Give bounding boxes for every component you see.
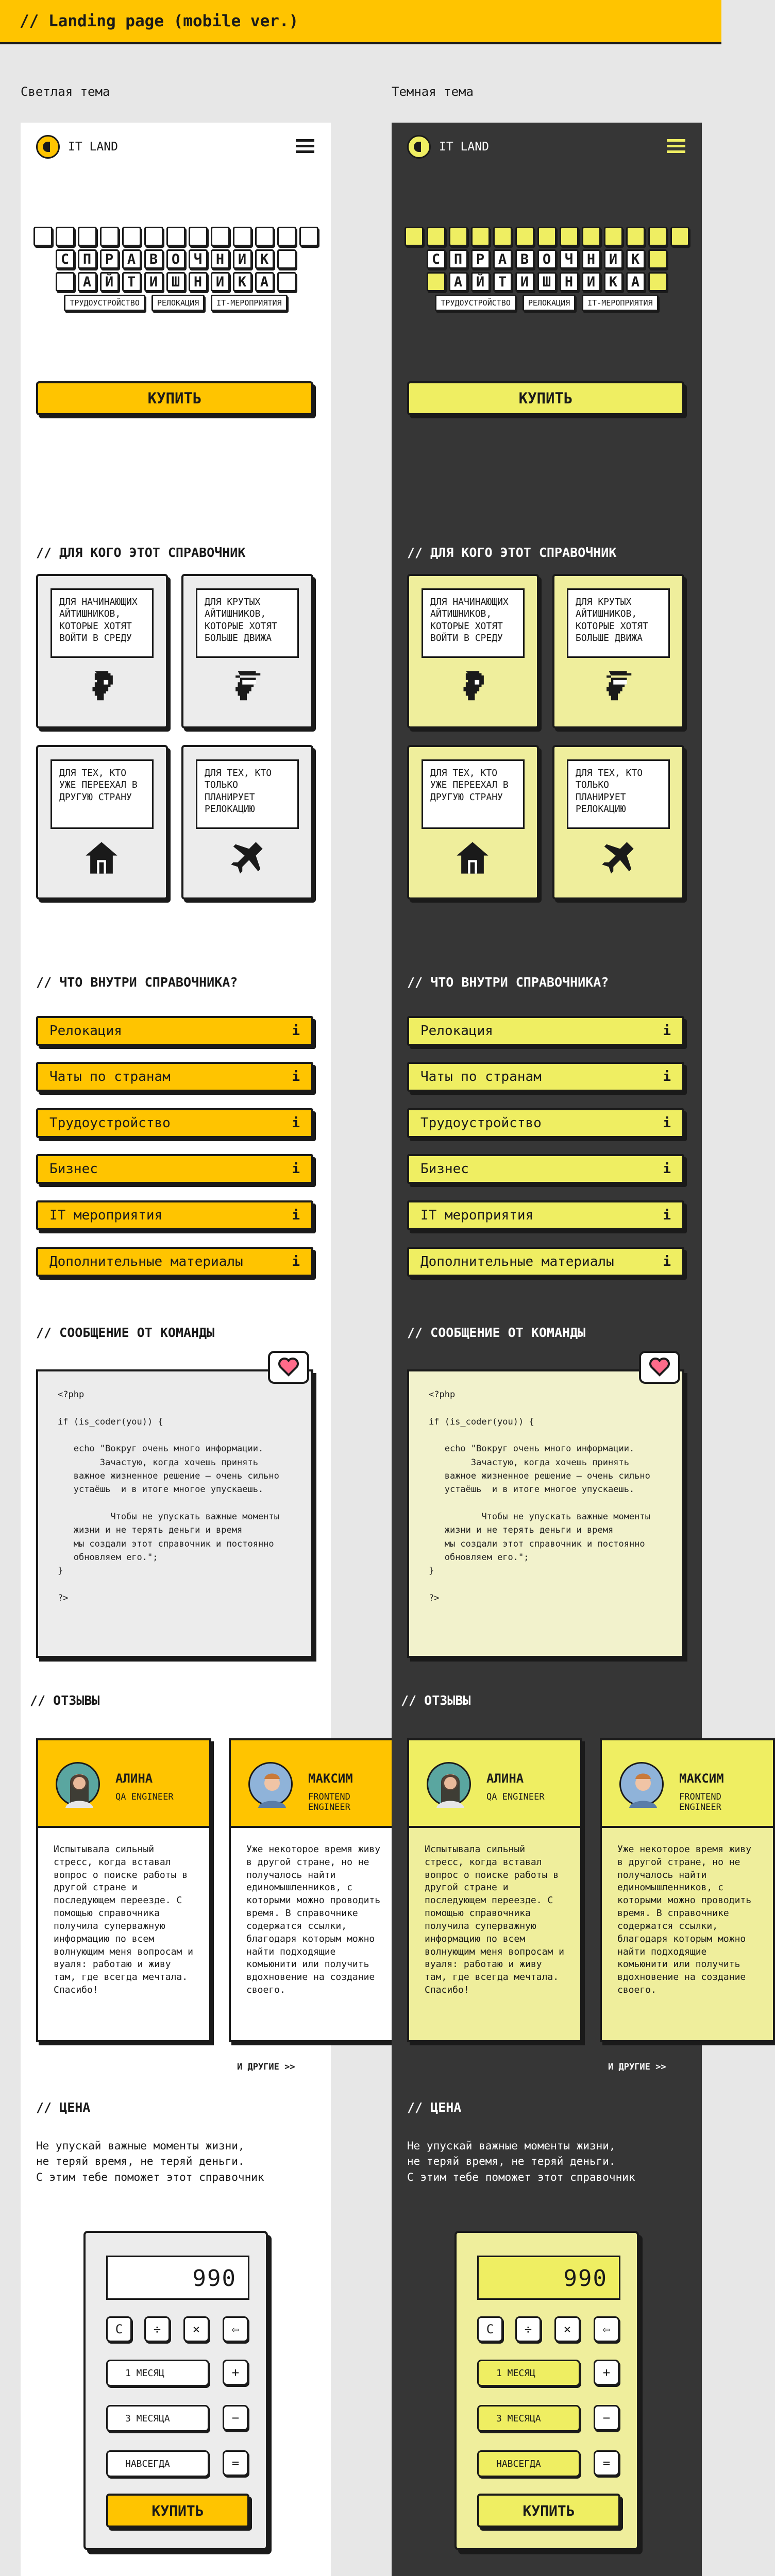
house-icon [83, 840, 120, 876]
team-message-code: <?php if (is_coder(you)) { echo "Вокруг очень много информации. Зачастую, когда хочешь принять важное жизненное решение – очень сильно устаёшь и в итоге многое упускаешь. Чтобы не упускать важные моменты жизни и не терять деньги и время мы создали этот справочник и постоянно обновляем его."; } ?> [407, 1369, 684, 1658]
title-key: С [427, 249, 446, 269]
info-icon[interactable]: i [663, 1161, 671, 1177]
review-text: Уже некоторое время живу в другой стране, но не получалось найти единомышленников, с которыми можно проводить время. В справочнике содержатся ссылки, благодаря которым можно найти подходящие комьюнити или получить вдохновение на создание своего. [246, 1844, 381, 1996]
plan-1-month[interactable]: 1 МЕСЯЦ [106, 2360, 209, 2386]
hero-tags [392, 295, 702, 311]
info-icon[interactable]: i [292, 1023, 300, 1039]
info-icon[interactable]: i [663, 1254, 671, 1269]
title-key: К [604, 272, 623, 292]
accordion-relocation[interactable] [36, 1016, 313, 1046]
hero-tags [21, 295, 331, 311]
review-text: Испытывала сильный стресс, когда вставал вопрос о поиске работы в другой стране и последующем переезде. С помощью справочника получила суперважную информацию по всем волнующим меня вопросам и вуаля: работаю и живу там, где всегда мечтала. Спасибо! [425, 1844, 564, 1996]
menu-icon[interactable] [667, 139, 685, 155]
accordion-label: Релокация [49, 1023, 122, 1039]
clear-key[interactable]: C [106, 2316, 132, 2342]
accordion-extra-materials[interactable] [407, 1247, 684, 1277]
brand-name: IT LAND [68, 140, 118, 154]
decor-key [648, 227, 667, 246]
title-key: Ч [560, 249, 579, 269]
equals-key[interactable]: = [223, 2450, 248, 2476]
decor-key [493, 227, 512, 246]
accordion-employment[interactable] [407, 1108, 684, 1138]
title-key: А [122, 249, 141, 269]
decor-key [471, 227, 490, 246]
accordion-label: Бизнес [420, 1161, 469, 1177]
title-key: А [493, 249, 512, 269]
review-header [231, 1740, 402, 1828]
review-text: Испытывала сильный стресс, когда вставал вопрос о поиске работы в другой стране и последующем переезде. С помощью справочника получила суперважную информацию по всем волнующим меня вопросам и вуаля: работаю и живу там, где всегда мечтала. Спасибо! [54, 1844, 193, 1996]
info-icon[interactable]: i [663, 1115, 671, 1131]
audience-card-text: ДЛЯ ТЕХ, КТО УЖЕ ПЕРЕЕХАЛ В ДРУГУЮ СТРАНУ [50, 759, 154, 829]
title-key: В [515, 249, 534, 269]
title-key: Н [189, 272, 208, 292]
tag-relocation: РЕЛОКАЦИЯ [151, 295, 205, 311]
accordion-country-chats[interactable] [36, 1062, 313, 1092]
logo-icon[interactable] [407, 135, 431, 159]
accordion-label: Трудоустройство [420, 1115, 542, 1131]
info-icon[interactable]: i [663, 1069, 671, 1084]
review-text: Уже некоторое время живу в другой стране, но не получалось найти единомышленников, с которыми можно проводить время. В справочнике содержатся ссылки, благодаря которым можно найти подходящие комьюнити или получить вдохновение на создание своего. [617, 1844, 752, 1996]
accordion-label: Чаты по странам [49, 1069, 171, 1084]
decor-key [144, 227, 163, 246]
title-key: Т [122, 272, 141, 292]
tag-it-events: IT-МЕРОПРИЯТИЯ [582, 295, 658, 311]
avatar [619, 1762, 664, 1806]
title-key: Н [582, 249, 601, 269]
reviewer-role: FRONTEND ENGINEER [679, 1792, 721, 1812]
multiply-key[interactable]: × [554, 2316, 580, 2342]
cool-dev-icon [229, 669, 265, 705]
audience-card-text: ДЛЯ КРУТЫХ АЙТИШНИКОВ, КОТОРЫЕ ХОТЯТ БОЛЬШЕ ДВИЖА [196, 588, 299, 658]
title-row-2 [21, 272, 331, 292]
decor-key [427, 227, 446, 246]
plus-key[interactable]: + [594, 2360, 619, 2385]
decor-key [427, 272, 446, 292]
contents-title: // ЧТО ВНУТРИ СПРАВОЧНИКА? [36, 975, 238, 990]
plus-key[interactable]: + [223, 2360, 248, 2385]
title-key: И [144, 272, 163, 292]
accordion-label: Чаты по странам [420, 1069, 542, 1084]
beginner-icon [83, 669, 120, 705]
title-key: О [166, 249, 186, 269]
audience-card-beginners [407, 574, 539, 728]
title-key: И [604, 249, 623, 269]
decor-key [626, 227, 645, 246]
title-key: Р [100, 249, 119, 269]
tag-relocation: РЕЛОКАЦИЯ [523, 295, 576, 311]
plan-3-months[interactable]: 3 МЕСЯЦА [477, 2405, 580, 2432]
reviewer-name: МАКСИМ [308, 1771, 353, 1786]
divide-key[interactable]: ÷ [515, 2316, 541, 2342]
avatar [248, 1762, 293, 1806]
decor-key [299, 227, 318, 246]
dark-theme-label: Темная тема [392, 84, 474, 99]
accordion-label: Дополнительные материалы [49, 1254, 243, 1269]
price-calculator [83, 2231, 268, 2550]
backspace-key[interactable]: ⇦ [223, 2316, 248, 2342]
review-header [38, 1740, 209, 1828]
decor-key [582, 227, 601, 246]
more-reviews-link[interactable]: И ДРУГИЕ >> [608, 2062, 666, 2072]
accordion-employment[interactable] [36, 1108, 313, 1138]
price-title: // ЦЕНА [407, 2100, 462, 2115]
avatar [427, 1762, 471, 1806]
menu-icon[interactable] [296, 139, 314, 155]
decor-key [537, 227, 557, 246]
audience-card-text: ДЛЯ КРУТЫХ АЙТИШНИКОВ, КОТОРЫЕ ХОТЯТ БОЛЬШЕ ДВИЖА [567, 588, 670, 658]
divide-key[interactable]: ÷ [144, 2316, 170, 2342]
backspace-key[interactable]: ⇦ [594, 2316, 619, 2342]
decor-key [670, 227, 689, 246]
beginner-icon [454, 669, 491, 705]
plan-1-month[interactable]: 1 МЕСЯЦ [477, 2360, 580, 2386]
hero-keyboard [21, 227, 331, 314]
title-key: А [626, 272, 645, 292]
title-key: Й [100, 272, 119, 292]
audience-title: // ДЛЯ КОГО ЭТОТ СПРАВОЧНИК [407, 545, 617, 560]
price-title: // ЦЕНА [36, 2100, 91, 2115]
price-display: 990 [477, 2256, 620, 2300]
accordion-extra-materials[interactable] [36, 1247, 313, 1277]
reviewer-name: МАКСИМ [679, 1771, 724, 1786]
review-card [229, 1738, 404, 2042]
accordion-label: Бизнес [49, 1161, 98, 1177]
team-message-code: <?php if (is_coder(you)) { echo "Вокруг очень много информации. Зачастую, когда хочешь принять важное жизненное решение – очень сильно устаёшь и в итоге многое упускаешь. Чтобы не упускать важные моменты жизни и не терять деньги и время мы создали этот справочник и постоянно обновляем его."; } ?> [36, 1369, 313, 1658]
decor-keys-row [21, 227, 331, 246]
info-icon[interactable]: i [663, 1023, 671, 1039]
more-reviews-link[interactable]: И ДРУГИЕ >> [237, 2062, 295, 2072]
reviews-title: // ОТЗЫВЫ [401, 1693, 471, 1708]
heart-bubble-icon [268, 1351, 309, 1384]
title-key: О [537, 249, 557, 269]
heart-bubble-icon [639, 1351, 680, 1384]
price-display: 990 [106, 2256, 249, 2300]
audience-card-relocated [407, 745, 539, 900]
audience-card-pros [181, 574, 313, 728]
equals-key[interactable]: = [594, 2450, 619, 2476]
title-key: Р [471, 249, 490, 269]
title-key: В [144, 249, 163, 269]
title-key: Ш [537, 272, 557, 292]
title-key: Н [560, 272, 579, 292]
decor-key [56, 272, 75, 292]
multiply-key[interactable]: × [183, 2316, 209, 2342]
hero-keyboard [392, 227, 702, 314]
title-key: К [626, 249, 645, 269]
title-key: К [255, 249, 274, 269]
audience-card-pros [552, 574, 684, 728]
decor-key [211, 227, 230, 246]
minus-key[interactable]: − [223, 2405, 248, 2431]
review-card [36, 1738, 211, 2042]
airplane-icon [229, 840, 265, 876]
house-icon [454, 840, 491, 876]
decor-key [515, 227, 534, 246]
decor-key [255, 227, 274, 246]
clear-key[interactable]: C [477, 2316, 503, 2342]
price-calculator [454, 2231, 639, 2550]
hero-buy-button[interactable]: КУПИТЬ [407, 381, 684, 415]
audience-card-text: ДЛЯ НАЧИНАЮЩИХ АЙТИШНИКОВ, КОТОРЫЕ ХОТЯТ ВОЙТИ В СРЕДУ [50, 588, 154, 658]
info-icon[interactable]: i [292, 1208, 300, 1223]
decor-key [100, 227, 119, 246]
accordion-label: Трудоустройство [49, 1115, 171, 1131]
decor-key [449, 227, 468, 246]
tag-it-events: IT-МЕРОПРИЯТИЯ [211, 295, 287, 311]
title-row-1 [392, 249, 702, 269]
plan-forever[interactable]: НАВСЕГДА [106, 2450, 209, 2477]
decor-keys-row [392, 227, 702, 246]
title-key: А [78, 272, 97, 292]
audience-card-beginners [36, 574, 168, 728]
accordion-it-events[interactable] [407, 1200, 684, 1230]
light-theme-label: Светлая тема [21, 84, 110, 99]
calculator-buy-button[interactable]: КУПИТЬ [477, 2494, 620, 2528]
title-row-2 [392, 272, 702, 292]
title-key: С [56, 249, 75, 269]
decor-key [648, 249, 667, 269]
decor-key [405, 227, 424, 246]
title-key: Н [211, 249, 230, 269]
audience-card-planning [181, 745, 313, 900]
decor-key [33, 227, 53, 246]
decor-key [604, 227, 623, 246]
brand-name: IT LAND [439, 140, 489, 154]
title-key: И [211, 272, 230, 292]
price-text: Не упускай важные моменты жизни, не теряй время, не теряй деньги. С этим тебе поможет этот справочник [407, 2140, 635, 2183]
airplane-icon [600, 840, 636, 876]
contents-title: // ЧТО ВНУТРИ СПРАВОЧНИКА? [407, 975, 609, 990]
reviewer-role: FRONTEND ENGINEER [308, 1792, 350, 1812]
tag-employment: ТРУДОУСТРОЙСТВО [435, 295, 516, 311]
accordion-label: Релокация [420, 1023, 493, 1039]
audience-card-relocated [36, 745, 168, 900]
audience-card-text: ДЛЯ НАЧИНАЮЩИХ АЙТИШНИКОВ, КОТОРЫЕ ХОТЯТ ВОЙТИ В СРЕДУ [422, 588, 525, 658]
title-row-1 [21, 249, 331, 269]
audience-card-text: ДЛЯ ТЕХ, КТО УЖЕ ПЕРЕЕХАЛ В ДРУГУЮ СТРАНУ [422, 759, 525, 829]
decor-key [122, 227, 141, 246]
decor-key [78, 227, 97, 246]
review-card [600, 1738, 775, 2042]
decor-key [189, 227, 208, 246]
info-icon[interactable]: i [292, 1115, 300, 1131]
accordion-relocation[interactable] [407, 1016, 684, 1046]
decor-key [560, 227, 579, 246]
audience-card-text: ДЛЯ ТЕХ, КТО ТОЛЬКО ПЛАНИРУЕТ РЕЛОКАЦИЮ [196, 759, 299, 829]
review-card [407, 1738, 582, 2042]
info-icon[interactable]: i [292, 1161, 300, 1177]
audience-card-text: ДЛЯ ТЕХ, КТО ТОЛЬКО ПЛАНИРУЕТ РЕЛОКАЦИЮ [567, 759, 670, 829]
reviewer-name: АЛИНА [486, 1771, 524, 1786]
calculator-buy-button[interactable]: КУПИТЬ [106, 2494, 249, 2528]
info-icon[interactable]: i [292, 1254, 300, 1269]
title-key: Ч [189, 249, 208, 269]
accordion-business[interactable] [407, 1154, 684, 1184]
decor-key [648, 272, 667, 292]
review-header [409, 1740, 580, 1828]
decor-key [277, 249, 296, 269]
decor-key [277, 272, 296, 292]
message-title: // СООБЩЕНИЕ ОТ КОМАНДЫ [407, 1325, 586, 1340]
title-key: П [78, 249, 97, 269]
audience-title: // ДЛЯ КОГО ЭТОТ СПРАВОЧНИК [36, 545, 246, 560]
reviews-title: // ОТЗЫВЫ [30, 1693, 100, 1708]
reviewer-role: QA ENGINEER [486, 1792, 545, 1802]
title-key: И [582, 272, 601, 292]
title-key: Й [471, 272, 490, 292]
title-key: П [449, 249, 468, 269]
title-key: А [255, 272, 274, 292]
reviewer-role: QA ENGINEER [115, 1792, 174, 1802]
title-key: Т [493, 272, 512, 292]
info-icon[interactable]: i [663, 1208, 671, 1223]
decor-key [166, 227, 186, 246]
reviewer-name: АЛИНА [115, 1771, 153, 1786]
accordion-it-events[interactable] [36, 1200, 313, 1230]
title-key: Ш [166, 272, 186, 292]
cool-dev-icon [600, 669, 636, 705]
accordion-label: IT мероприятия [420, 1208, 534, 1223]
title-key: К [233, 272, 252, 292]
title-key: А [449, 272, 468, 292]
accordion-country-chats[interactable] [407, 1062, 684, 1092]
audience-card-planning [552, 745, 684, 900]
plan-3-months[interactable]: 3 МЕСЯЦА [106, 2405, 209, 2432]
logo-icon[interactable] [36, 135, 60, 159]
info-icon[interactable]: i [292, 1069, 300, 1084]
accordion-label: IT мероприятия [49, 1208, 163, 1223]
accordion-label: Дополнительные материалы [420, 1254, 614, 1269]
message-title: // СООБЩЕНИЕ ОТ КОМАНДЫ [36, 1325, 215, 1340]
title-key: И [233, 249, 252, 269]
price-text: Не упускай важные моменты жизни, не теряй время, не теряй деньги. С этим тебе поможет этот справочник [36, 2140, 264, 2183]
tag-employment: ТРУДОУСТРОЙСТВО [64, 295, 145, 311]
avatar [56, 1762, 100, 1806]
decor-key [233, 227, 252, 246]
page-banner: // Landing page (mobile ver.) [0, 0, 721, 44]
decor-key [56, 227, 75, 246]
accordion-business[interactable] [36, 1154, 313, 1184]
plan-forever[interactable]: НАВСЕГДА [477, 2450, 580, 2477]
title-key: И [515, 272, 534, 292]
decor-key [277, 227, 296, 246]
review-header [602, 1740, 773, 1828]
hero-buy-button[interactable]: КУПИТЬ [36, 381, 313, 415]
minus-key[interactable]: − [594, 2405, 619, 2431]
